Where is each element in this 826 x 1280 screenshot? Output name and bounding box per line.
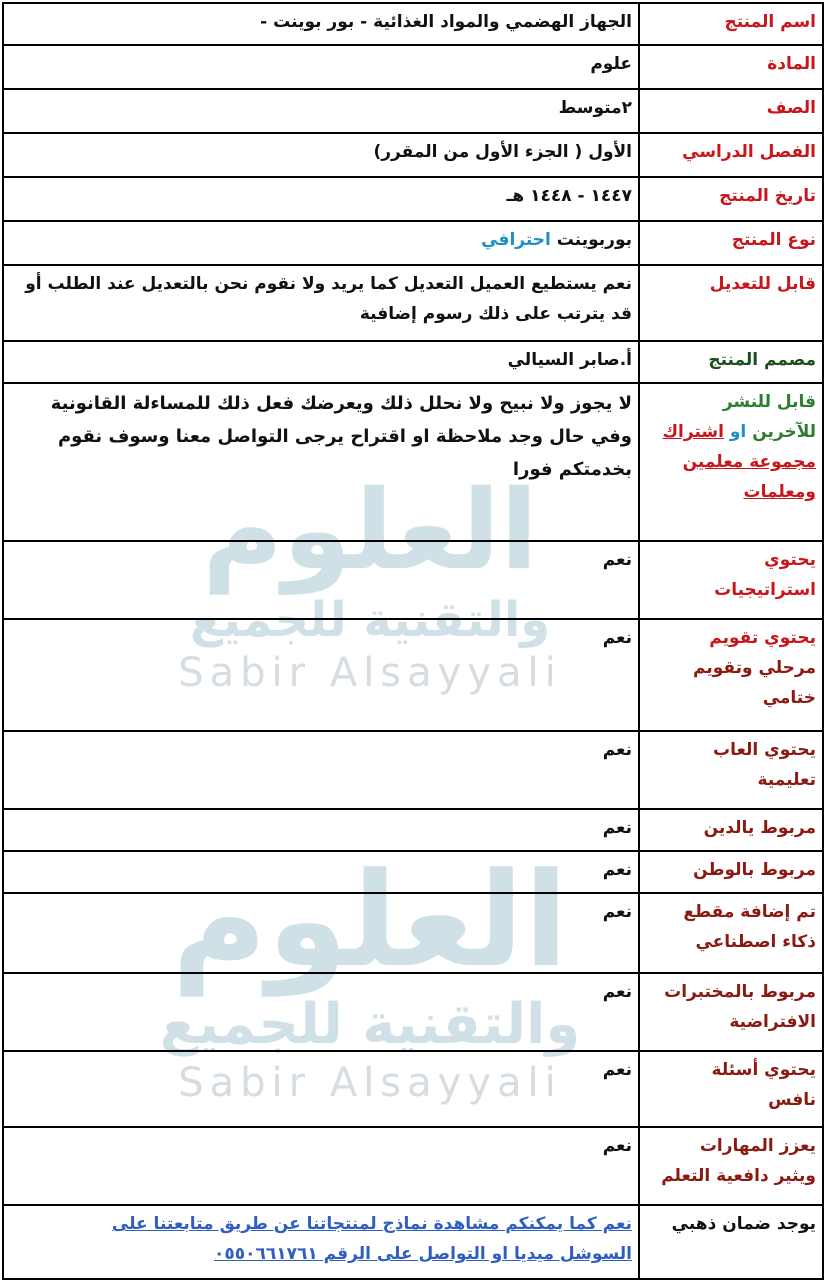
- value-type-part2: احترافي: [481, 230, 551, 250]
- label-product-name: اسم المنتج: [639, 3, 823, 45]
- label-nafes-line2: نافس: [768, 1090, 816, 1110]
- label-nation: مربوط بالوطن: [639, 851, 823, 893]
- label-assessment-line1: يحتوي تقويم: [709, 628, 816, 648]
- guarantee-phone-link[interactable]: السوشل ميديا او التواصل على الرقم ٠٥٥٠٦٦١٧٦١: [213, 1244, 632, 1264]
- row-designer: [3, 341, 823, 383]
- row-grade: [3, 89, 823, 133]
- row-date: [3, 177, 823, 221]
- label-nafes-line1: يحتوي أسئلة: [711, 1060, 816, 1080]
- label-ai-line2: ذكاء اصطناعي: [695, 932, 816, 952]
- label-games-line2: تعليمية: [757, 770, 816, 790]
- label-publish: [639, 383, 823, 541]
- label-ai: [639, 893, 823, 973]
- value-nation: نعم: [3, 851, 639, 893]
- label-religion: مربوط يالدين: [639, 809, 823, 851]
- label-strategies-line2: استراتيجيات: [714, 580, 816, 600]
- value-religion: نعم: [3, 809, 639, 851]
- label-editable: قابل للتعديل: [639, 265, 823, 341]
- value-product-name: الجهاز الهضمي والمواد الغذائية - بور بوينت -: [3, 3, 639, 45]
- value-semester: الأول ( الجزء الأول من المقرر): [3, 133, 639, 177]
- watermark-latin: Sabir Alsayyali: [178, 650, 562, 696]
- value-assessment: نعم: [3, 619, 639, 731]
- value-designer: أ.صابر السيالي: [3, 341, 639, 383]
- watermark-arabic-line1-b: العلوم: [171, 844, 569, 996]
- label-skills-line2: ويثير دافعية التعلم: [661, 1166, 816, 1186]
- value-guarantee: [3, 1205, 639, 1279]
- row-nafes: [3, 1051, 823, 1127]
- row-skills: [3, 1127, 823, 1205]
- value-grade: ٢متوسط: [3, 89, 639, 133]
- label-skills-line1: يعزز المهارات: [699, 1136, 816, 1156]
- value-strategies: نعم: [3, 541, 639, 619]
- watermark-arabic-line1: العلوم: [202, 466, 538, 594]
- guarantee-social-link[interactable]: نعم كما يمكنكم مشاهدة نماذج لمنتجاتنا عن طريق متابعتنا على: [111, 1214, 632, 1234]
- watermark-arabic-line2-b: والتقنية للجميع: [159, 992, 581, 1057]
- label-publish-line2: [646, 417, 816, 447]
- label-strategies: [639, 541, 823, 619]
- label-semester: الفصل الدراسي: [639, 133, 823, 177]
- label-assessment-line3: ختامي: [762, 688, 816, 708]
- label-subject: المادة: [639, 45, 823, 89]
- label-publish-others: للآخرين: [752, 422, 816, 442]
- row-nation: [3, 851, 823, 893]
- label-publish-subscribe: اشتراك: [662, 422, 724, 442]
- row-product-name: [3, 3, 823, 45]
- label-games: [639, 731, 823, 809]
- label-publish-line1: قابل للنشر: [722, 392, 816, 412]
- label-skills: [639, 1127, 823, 1205]
- row-strategies: [3, 541, 823, 619]
- row-ai: [3, 893, 823, 973]
- row-religion: [3, 809, 823, 851]
- row-type: [3, 221, 823, 265]
- row-games: [3, 731, 823, 809]
- label-games-line1: يحتوي العاب: [712, 740, 816, 760]
- value-subject: علوم: [3, 45, 639, 89]
- value-publish: لا يجوز ولا نبيح ولا نحلل ذلك ويعرضك فعل ذلك للمساءلة القانونية وفي حال وجد ملاحظة او اقتراح يرجى التواصل معنا وسوف نقوم بخدمتكم فورا: [3, 383, 639, 541]
- label-guarantee: يوجد ضمان ذهبي: [639, 1205, 823, 1279]
- value-nafes: نعم: [3, 1051, 639, 1127]
- row-assessment: [3, 619, 823, 731]
- value-ai: نعم: [3, 893, 639, 973]
- label-strategies-line1: يحتوي: [764, 550, 816, 570]
- row-editable: [3, 265, 823, 341]
- value-labs: نعم: [3, 973, 639, 1051]
- value-date: ١٤٤٧ - ١٤٤٨ هـ: [3, 177, 639, 221]
- value-games: نعم: [3, 731, 639, 809]
- row-labs: [3, 973, 823, 1051]
- label-labs-line1: مربوط بالمختبرات: [664, 982, 816, 1002]
- label-publish-line3: مجموعة معلمين: [682, 452, 816, 472]
- label-assessment: [639, 619, 823, 731]
- value-type-part1: بوربوينت: [556, 230, 632, 250]
- label-publish-line4: ومعلمات: [743, 482, 816, 502]
- row-guarantee: [3, 1205, 823, 1279]
- row-subject: [3, 45, 823, 89]
- row-semester: [3, 133, 823, 177]
- label-publish-or: او: [729, 422, 747, 442]
- watermark-arabic-line2: والتقنية للجميع: [189, 592, 551, 648]
- value-skills: نعم: [3, 1127, 639, 1205]
- value-editable: نعم يستطيع العميل التعديل كما يريد ولا نقوم نحن بالتعديل عند الطلب أو قد يترتب على ذلك رسوم إضافية: [3, 265, 639, 341]
- label-labs-line2: الافتراضية: [729, 1012, 816, 1032]
- label-designer: مصمم المنتج: [639, 341, 823, 383]
- row-publish: [3, 383, 823, 541]
- label-type: نوع المنتج: [639, 221, 823, 265]
- watermark-latin-b: Sabir Alsayyali: [178, 1060, 562, 1106]
- label-nafes: [639, 1051, 823, 1127]
- label-ai-line1: تم إضافة مقطع: [683, 902, 816, 922]
- label-labs: [639, 973, 823, 1051]
- value-type: [3, 221, 639, 265]
- label-grade: الصف: [639, 89, 823, 133]
- label-date: تاريخ المنتج: [639, 177, 823, 221]
- product-info-table: [2, 2, 824, 1280]
- label-assessment-line2: مرحلي وتقويم: [693, 658, 816, 678]
